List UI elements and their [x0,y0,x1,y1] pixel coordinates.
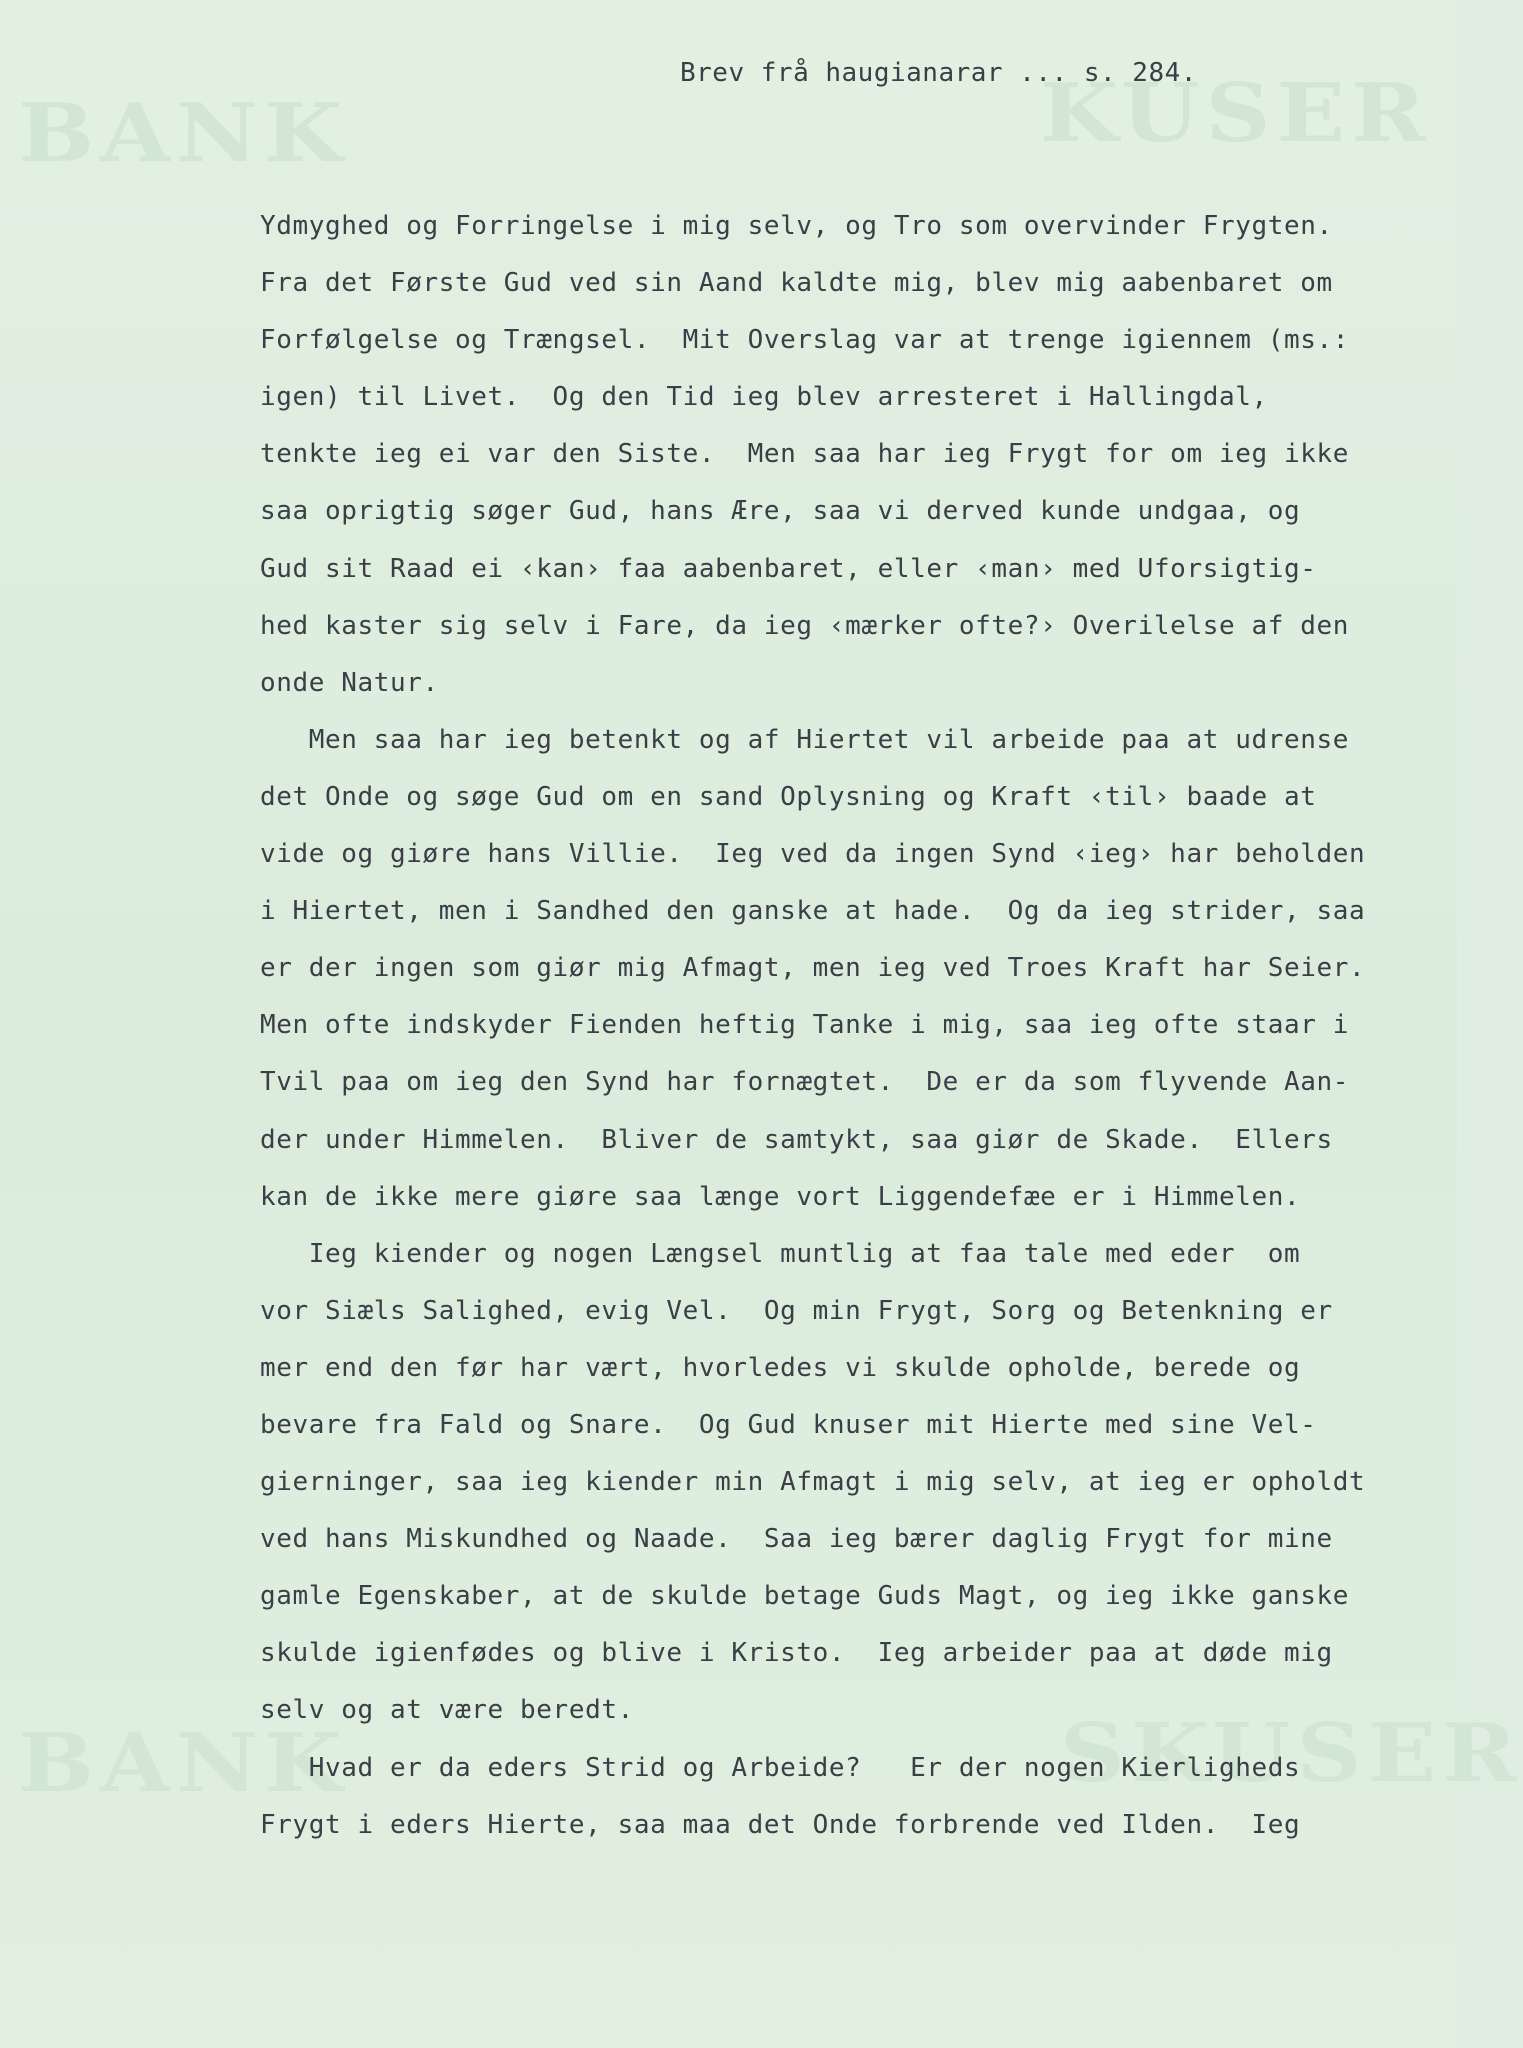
text-line: gierninger, saa ieg kiender min Afmagt i mig selv, at ieg er opholdt [260,1467,1366,1498]
text-line: er der ingen som giør mig Afmagt, men ieg ved Troes Kraft har Seier. [260,953,1366,984]
text-line: vor Siæls Salighed, evig Vel. Og min Frygt, Sorg og Betenkning er [260,1295,1333,1326]
text-line: gamle Egenskaber, at de skulde betage Guds Magt, og ieg ikke ganske [260,1581,1349,1612]
text-line: tenkte ieg ei var den Siste. Men saa har ieg Frygt for om ieg ikke [260,439,1349,470]
text-line: Men ofte indskyder Fienden heftig Tanke i mig, saa ieg ofte staar i [260,1010,1349,1041]
text-line: det Onde og søge Gud om en sand Oplysning og Kraft ‹til› baade at [260,781,1317,812]
text-line: Ydmyghed og Forringelse i mig selv, og Tro som overvinder Frygten. [260,211,1333,241]
text-line: Ieg kiender og nogen Længsel muntlig at faa tale med eder om [260,1238,1301,1269]
watermark-left-bottom: BANK [18,1715,349,1811]
watermark-right-bottom: SKUSER [1060,1705,1523,1801]
text-line: selv og at være beredt. [260,1695,634,1726]
text-line: Tvil paa om ieg den Synd har fornægtet. De er da som flyvende Aan- [260,1067,1349,1098]
watermark-left-top: BANK [18,85,349,181]
text-line: Men saa har ieg betenkt og af Hiertet vil arbeide paa at udrense [260,724,1349,755]
text-line: Fra det Første Gud ved sin Aand kaldte mig, blev mig aabenbaret om [260,268,1333,299]
text-line: onde Natur. [260,667,439,698]
text-line: hed kaster sig selv i Fare, da ieg ‹mærker ofte?› Overilelse af den [260,610,1349,641]
text-line: mer end den før har vært, hvorledes vi skulde opholde, berede og [260,1352,1301,1383]
text-line: skulde igienfødes og blive i Kristo. Ieg arbeider paa at døde mig [260,1638,1333,1669]
letter-body [260,198,1430,1854]
text-line: kan de ikke mere giøre saa længe vort Liggendefæe er i Himmelen. [260,1181,1301,1212]
text-line: Frygt i eders Hierte, saa maa det Onde forbrende ved Ilden. Ieg [260,1809,1301,1840]
watermark-right-top: KUSER [1040,65,1432,161]
text-line: i Hiertet, men i Sandhed den ganske at hade. Og da ieg strider, saa [260,896,1366,927]
text-line: der under Himmelen. Bliver de samtykt, saa giør de Skade. Ellers [260,1124,1333,1155]
text-line: Forfølgelse og Trængsel. Mit Overslag var at trenge igiennem (ms.: [260,325,1349,356]
text-line: Gud sit Raad ei ‹kan› faa aabenbaret, eller ‹man› med Uforsigtig- [260,553,1317,584]
text-line: vide og giøre hans Villie. Ieg ved da ingen Synd ‹ieg› har beholden [260,839,1366,870]
text-line: saa oprigtig søger Gud, hans Ære, saa vi derved kunde undgaa, og [260,496,1301,527]
text-line: ved hans Miskundhed og Naade. Saa ieg bærer daglig Frygt for mine [260,1524,1333,1555]
text-line: Hvad er da eders Strid og Arbeide? Er der nogen Kierligheds [260,1752,1301,1783]
text-line: igen) til Livet. Og den Tid ieg blev arresteret i Hallingdal, [260,382,1268,413]
text-line: bevare fra Fald og Snare. Og Gud knuser mit Hierte med sine Vel- [260,1409,1317,1440]
running-header: Brev frå haugianarar ... s. 284. [680,58,1197,88]
